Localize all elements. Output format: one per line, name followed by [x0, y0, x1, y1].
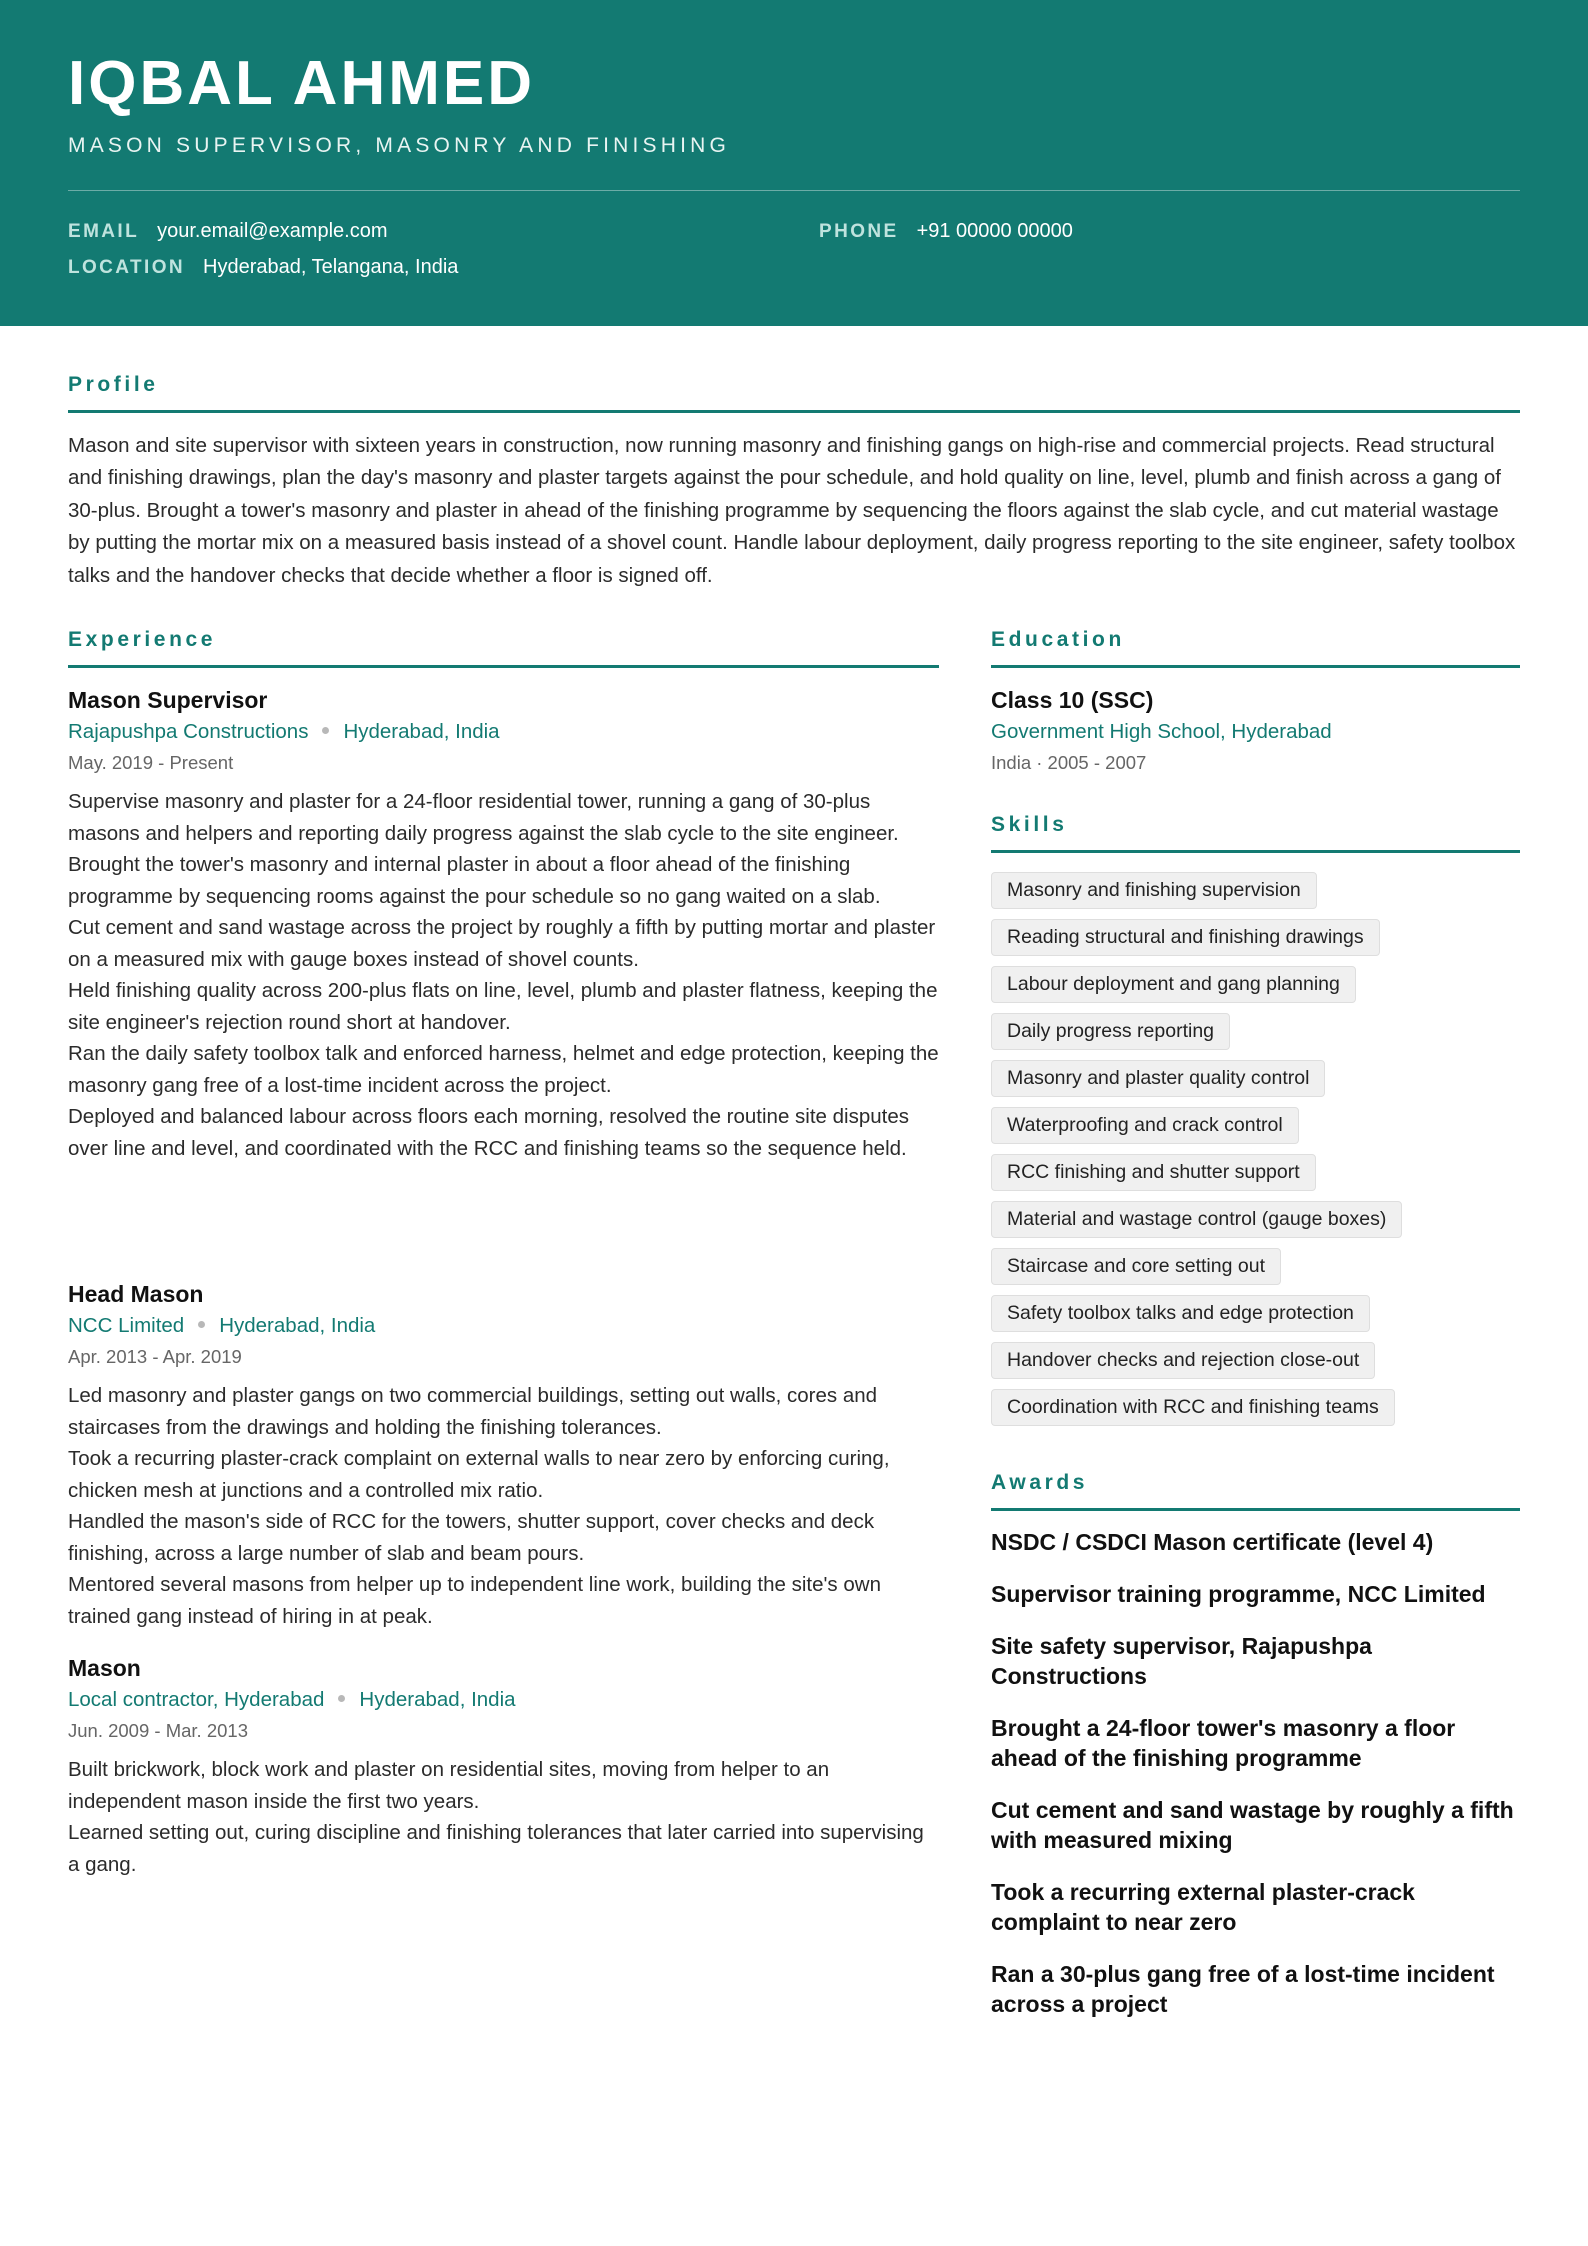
award-item: Cut cement and sand wastage by roughly a fifth with measured mixing: [991, 1797, 1514, 1853]
job-description: [68, 1754, 940, 1880]
job-bullet: Led masonry and plaster gangs on two commercial buildings, setting out walls, cores and staircases from the drawings and holding the finishing tolerances.: [68, 1384, 878, 1439]
separator-dot: [198, 1321, 205, 1328]
job-title: Head Mason: [68, 1281, 204, 1307]
job-title: Mason Supervisor: [68, 687, 268, 713]
separator-dot: [338, 1695, 345, 1702]
education-degree: Class 10 (SSC): [991, 687, 1154, 713]
education-meta: India · 2005 - 2007: [991, 752, 1147, 773]
job-bullet: Took a recurring plaster-crack complaint on external walls to near zero by enforcing curing, chicken mesh at junctions and a controlled mix ratio.: [68, 1447, 890, 1502]
job-entry: [68, 1652, 940, 1880]
job-company: Rajapushpa Constructions: [68, 720, 309, 743]
skill-tag: Handover checks and rejection close-out: [991, 1342, 1375, 1379]
education-entry: [991, 684, 1520, 778]
skill-tag: Coordination with RCC and finishing teams: [991, 1389, 1395, 1426]
awards-heading: Awards: [991, 1471, 1089, 1494]
job-title: Mason: [68, 1655, 141, 1681]
contact-location-value: Hyderabad, Telangana, India: [203, 256, 459, 278]
contact-phone: [819, 217, 1073, 246]
job-location: Hyderabad, India: [219, 1314, 376, 1337]
skill-tag: Daily progress reporting: [991, 1013, 1230, 1050]
job-meta: [68, 1684, 940, 1716]
skill-tag: RCC finishing and shutter support: [991, 1154, 1316, 1191]
job-dates: Apr. 2013 - Apr. 2019: [68, 1346, 242, 1367]
candidate-name: IQBAL AHMED: [68, 49, 535, 118]
contact-phone-label: PHONE: [819, 221, 899, 242]
job-meta: [68, 716, 940, 748]
award-item: Brought a 24-floor tower's masonry a floor ahead of the finishing programme: [991, 1715, 1456, 1771]
award-item: Supervisor training programme, NCC Limited: [991, 1581, 1486, 1607]
job-company: NCC Limited: [68, 1314, 185, 1337]
job-dates: Jun. 2009 - Mar. 2013: [68, 1720, 248, 1741]
contact-email-value[interactable]: your.email@example.com: [157, 220, 388, 242]
job-bullet: Cut cement and sand wastage across the project by roughly a fifth by putting mortar and plaster on a measured mix with gauge boxes instead of shovel counts.: [68, 916, 936, 971]
skills-divider: [991, 850, 1520, 853]
job-bullet: Supervise masonry and plaster for a 24-floor residential tower, running a gang of 30-plus masons and helpers and reporting daily progress against the slab cycle to the site engineer.: [68, 790, 899, 845]
job-description: [68, 1380, 940, 1632]
award-item: Site safety supervisor, Rajapushpa Constructions: [991, 1633, 1372, 1689]
experience-heading: Experience: [68, 628, 217, 651]
contact-location-label: LOCATION: [68, 257, 186, 278]
job-bullet: Handled the mason's side of RCC for the towers, shutter support, cover checks and deck finishing, across a large number of slab and beam pours.: [68, 1510, 875, 1565]
skill-tag: Safety toolbox talks and edge protection: [991, 1295, 1370, 1332]
skill-tag: Masonry and finishing supervision: [991, 872, 1317, 909]
job-bullet: Brought the tower's masonry and internal plaster in about a floor ahead of the finishing programme by sequencing rooms against the pour schedule so no gang waited on a slab.: [68, 853, 881, 908]
award-item: NSDC / CSDCI Mason certificate (level 4): [991, 1529, 1434, 1555]
skill-tag: Labour deployment and gang planning: [991, 966, 1356, 1003]
job-bullet: Learned setting out, curing discipline and finishing tolerances that later carried into supervising a gang.: [68, 1821, 924, 1876]
separator-dot: [322, 727, 329, 734]
job-bullet: Held finishing quality across 200-plus flats on line, level, plumb and plaster flatness, keeping the site engineer's rejection round short at handover.: [68, 979, 938, 1034]
award-item: Ran a 30-plus gang free of a lost-time incident across a project: [991, 1961, 1495, 2017]
job-bullet: Deployed and balanced labour across floors each morning, resolved the routine site disputes over line and level, and coordinated with the RCC and finishing teams so the sequence held.: [68, 1105, 910, 1160]
education-school: Government High School, Hyderabad: [991, 720, 1332, 743]
experience-divider: [68, 665, 939, 668]
job-bullet: Ran the daily safety toolbox talk and enforced harness, helmet and edge protection, keeping the masonry gang free of a lost-time incident across the project.: [68, 1042, 939, 1097]
contact-email-label: EMAIL: [68, 221, 140, 242]
job-bullet: Mentored several masons from helper up to independent line work, building the site's own trained gang instead of hiring in at peak.: [68, 1573, 881, 1628]
contact-location: [68, 253, 458, 282]
resume-header: [0, 0, 1588, 326]
skill-tag: Waterproofing and crack control: [991, 1107, 1299, 1144]
skill-tag: Reading structural and finishing drawings: [991, 919, 1380, 956]
education-divider: [991, 665, 1520, 668]
job-entry: [68, 1278, 940, 1632]
job-location: Hyderabad, India: [343, 720, 500, 743]
job-location: Hyderabad, India: [359, 1688, 516, 1711]
skills-heading: Skills: [991, 813, 1068, 836]
profile-divider: [68, 410, 1520, 413]
skill-tag: Material and wastage control (gauge boxes): [991, 1201, 1402, 1238]
skill-tag: Masonry and plaster quality control: [991, 1060, 1325, 1097]
award-item: Took a recurring external plaster-crack complaint to near zero: [991, 1879, 1415, 1935]
job-dates: May. 2019 - Present: [68, 752, 234, 773]
awards-divider: [991, 1508, 1520, 1511]
candidate-role: MASON SUPERVISOR, MASONRY AND FINISHING: [68, 134, 731, 157]
contact-phone-value[interactable]: +91 00000 00000: [916, 220, 1073, 242]
profile-heading: Profile: [68, 373, 159, 396]
header-divider: [68, 190, 1520, 191]
profile-summary: Mason and site supervisor with sixteen years in construction, now running masonry and finishing gangs on high-rise and commercial projects. Read structural and finishing drawings, plan the day's masonry and plaster targets against the pour schedule, and hold quality on line, level, plumb and finish across a gang of 30-plus. Brought a tower's masonry and plaster in ahead of the finishing programme by sequencing the floors against the slab cycle, and cut material wastage by putting the mortar mix on a measured basis instead of a shovel count. Handle labour deployment, daily progress reporting to the site engineer, safety toolbox talks and the handover checks that decide whether a floor is signed off.: [68, 434, 1516, 587]
job-company: Local contractor, Hyderabad: [68, 1688, 325, 1711]
contact-email: [68, 217, 388, 246]
job-description: [68, 786, 940, 1164]
job-entry: [68, 684, 940, 1164]
job-meta: [68, 1310, 940, 1342]
education-heading: Education: [991, 628, 1125, 651]
job-bullet: Built brickwork, block work and plaster on residential sites, moving from helper to an independent mason inside the first two years.: [68, 1758, 830, 1813]
skill-tag: Staircase and core setting out: [991, 1248, 1281, 1285]
